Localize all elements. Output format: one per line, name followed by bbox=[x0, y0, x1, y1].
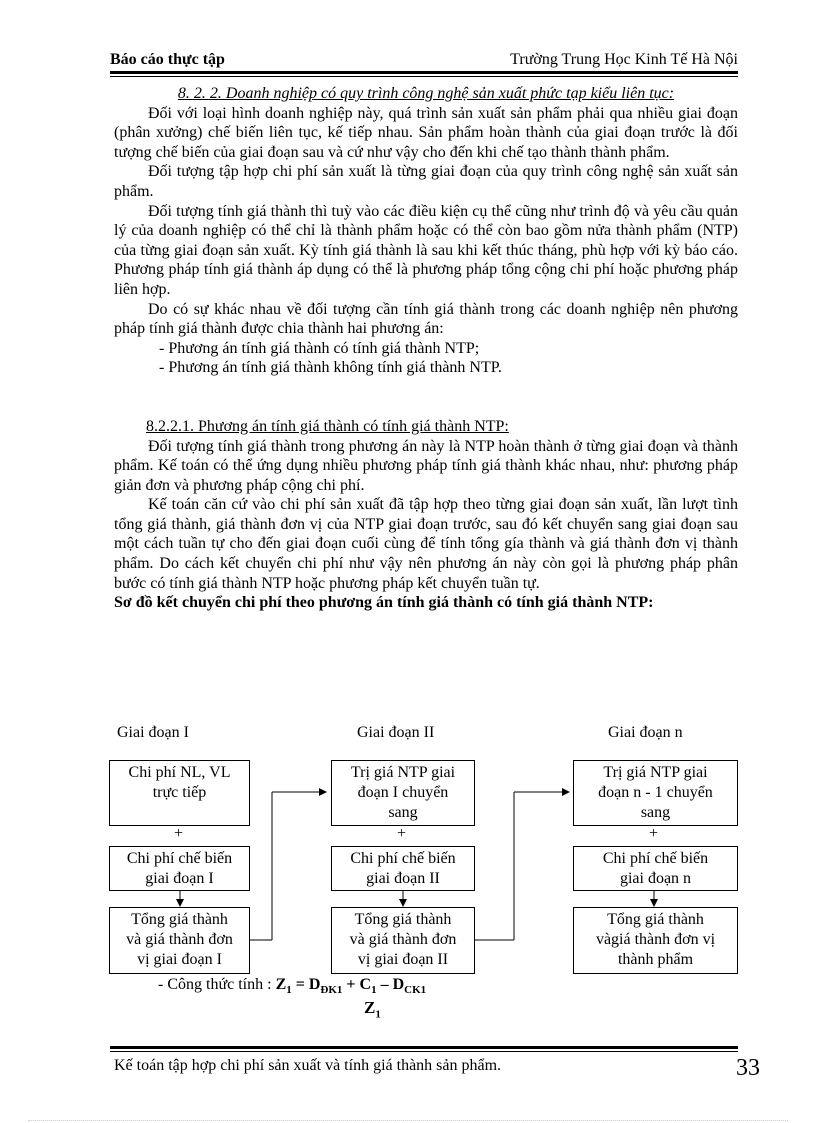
bullet-item: - Phương án tính giá thành không tính giá thành NTP. bbox=[159, 359, 502, 377]
stage-label-2: Giai đoạn II bbox=[357, 724, 435, 741]
page-number: 33 bbox=[736, 1055, 760, 1081]
paragraph: Đối tượng tính giá thành trong phương án này là NTP hoàn thành ở từng giai đoạn và thành phẩm. Kế toán có thể ứng dụng nhiều phương pháp tính giá thành khác nhau, như: phương pháp giản đơn và phương pháp cộng chi phí. bbox=[114, 437, 738, 494]
paragraph: Đối tượng tính giá thành thì tuỳ vào các điều kiện cụ thể cũng như trình độ và yêu cầu quản lý của doanh nghiệp có thể chỉ là thành phẩm hoặc có thể còn bao gồm nửa thành phẩm (NTP) của từng giai đoạn sản xuất. Kỳ tính giá thành là sau khi kết thúc tháng, phù hợp với kỳ báo cáo. Phương pháp tính giá thành áp dụng có thể là phương pháp tổng cộng chi phí hoặc phương pháp liên hợp. bbox=[114, 202, 738, 298]
formula-denominator: $Z_1$ bbox=[364, 998, 381, 1021]
footer-text: Kế toán tập hợp chi phí sản xuất và tính giá thành sản phẩm. bbox=[114, 1057, 502, 1074]
paragraph: Do có sự khác nhau về đối tượng cần tính giá thành trong các doanh nghiệp nên phương pháp tính giá thành được chia thành hai phương án: bbox=[114, 300, 738, 338]
stage-label-n: Giai đoạn n bbox=[608, 724, 683, 741]
subsection-title: 8.2.2.1. Phương án tính giá thành có tính giá thành NTP: bbox=[146, 417, 509, 435]
footer-rule-thick bbox=[110, 1046, 738, 1049]
box-direct-material-cost: Chi phí NL, VL trực tiếp bbox=[109, 760, 250, 826]
paragraph: Đối với loại hình doanh nghiệp này, quá trình sản xuất sản phẩm phải qua nhiều giai đoạn (phân xưởng) chế biến liên tục, kế tiếp nhau. Sản phẩm hoàn thành của giai đoạn trước là đối tượng chế biến của giai đoạn sau và cứ như vậy cho đến khi chế tạo thành thành phẩm. bbox=[114, 104, 738, 161]
box-ntp-transfer-1: Trị giá NTP giai đoạn I chuyển sang bbox=[331, 760, 475, 826]
box-finished-product-cost: Tổng giá thành vàgiá thành đơn vị thành phẩm bbox=[573, 907, 738, 974]
header-right: Trường Trung Học Kinh Tế Hà Nội bbox=[510, 51, 738, 68]
page-edge-dotted bbox=[28, 1120, 788, 1121]
bullet-item: - Phương án tính giá thành có tính giá thành NTP; bbox=[159, 339, 480, 357]
formula-line: - Công thức tính : $Z_1 = D_{ĐK1} + C_1 - D_{CK1}$ bbox=[158, 976, 427, 997]
box-total-cost-1: Tổng giá thành và giá thành đơn vị giai đoạn I bbox=[109, 907, 250, 974]
plus-sign: + bbox=[397, 825, 407, 842]
box-ntp-transfer-n: Trị giá NTP giai đoạn n - 1 chuyển sang bbox=[573, 760, 738, 826]
plus-sign: + bbox=[649, 825, 659, 842]
box-processing-cost-1: Chi phí chế biến giai đoạn I bbox=[109, 846, 250, 891]
box-processing-cost-2: Chi phí chế biến giai đoạn II bbox=[331, 846, 475, 891]
paragraph: Đối tượng tập hợp chi phí sản xuất là từng giai đoạn của quy trình công nghệ sản xuất sản phẩm. bbox=[114, 163, 738, 200]
section-title: 8. 2. 2. Doanh nghiệp có quy trình công nghệ sản xuất phức tạp kiểu liên tục: bbox=[177, 85, 675, 102]
plus-sign: + bbox=[174, 825, 184, 842]
box-total-cost-2: Tổng giá thành và giá thành đơn vị giai đoạn II bbox=[331, 907, 475, 974]
header-left: Báo cáo thực tập bbox=[110, 51, 225, 68]
box-processing-cost-n: Chi phí chế biến giai đoạn n bbox=[573, 846, 738, 891]
stage-label-1: Giai đoạn I bbox=[117, 724, 189, 741]
footer-rule-thin bbox=[110, 1051, 738, 1052]
diagram-title: Sơ đồ kết chuyển chi phí theo phương án tính giá thành có tính giá thành NTP: bbox=[114, 594, 654, 612]
paragraph: Kế toán căn cứ vào chi phí sản xuất đã tập hợp theo từng giai đoạn sản xuất, lần lượt tình tổng giá thành, giá thành đơn vị của NTP giai đoạn trước, sau đó kết chuyển sang giai đoạn sau một cách tuần tự cho đến giai đoạn cuối cùng để tính tổng gía thành và giá thành đơn vị thành phẩm. Do cách kết chuyển chi phí như vậy nên phương án này còn gọi là phương pháp phân bước có tính giá thành NTP hoặc phương pháp kết chuyển tuần tự. bbox=[114, 496, 738, 592]
